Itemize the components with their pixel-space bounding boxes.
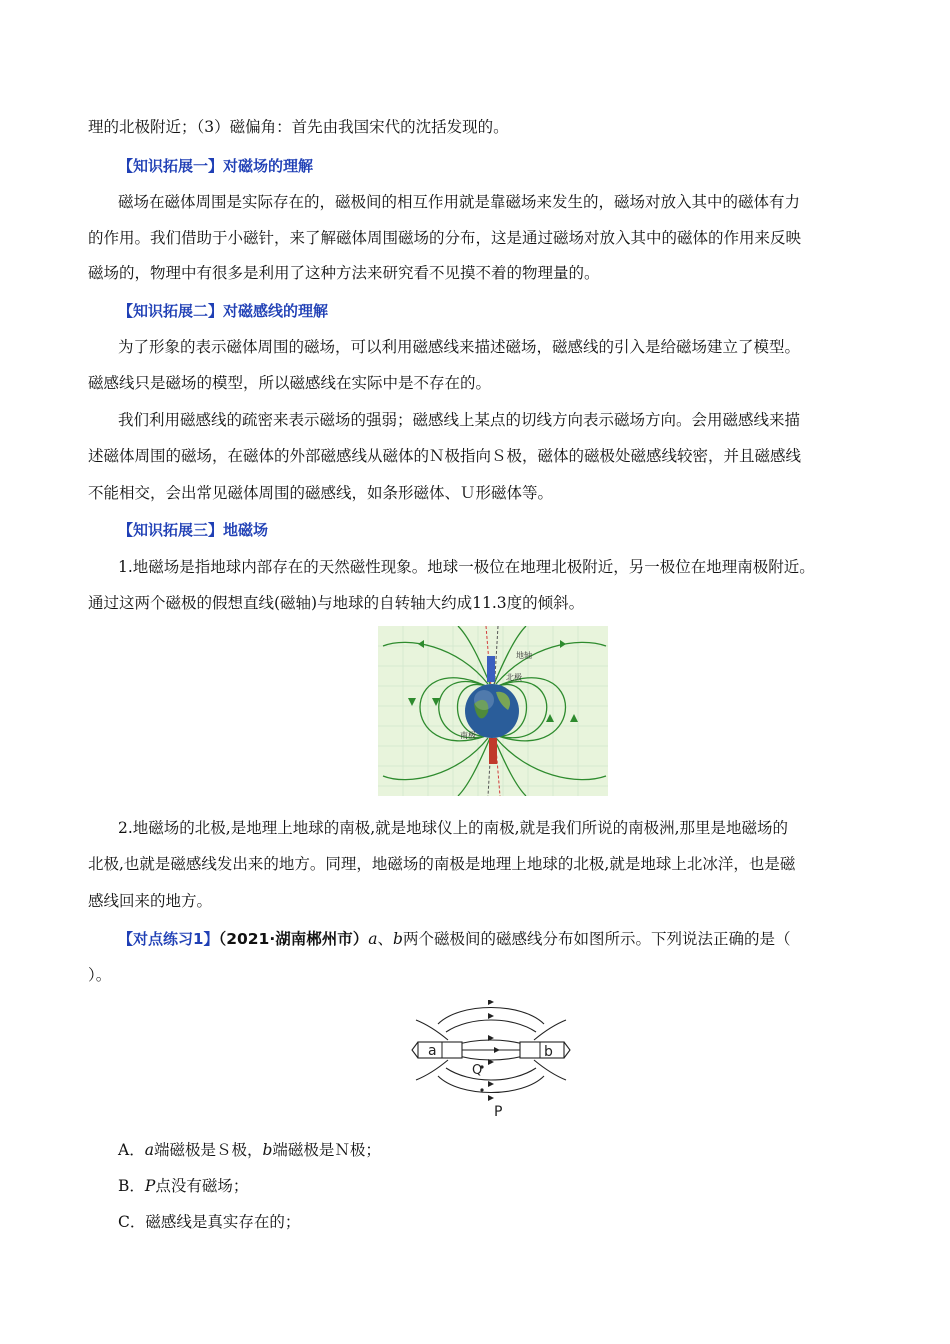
exercise-separator: 、	[377, 930, 393, 948]
magnet-b-label: b	[544, 1044, 553, 1060]
option-a-var-b: b	[262, 1141, 273, 1159]
text-line: 理的北极附近；（3）磁偏角：首先由我国宋代的沈括发现的。	[88, 118, 509, 136]
section-heading-1: 【知识拓展一】对磁场的理解	[118, 157, 314, 175]
text-line: 的作用。我们借助于小磁针，来了解磁体周围磁场的分布，这是通过磁场对放入其中的磁体的作用来反映	[88, 229, 802, 247]
section-heading-3: 【知识拓展三】地磁场	[118, 521, 269, 539]
svg-text:南极: 南极	[460, 731, 476, 740]
option-b	[118, 1176, 898, 1196]
text-line: 北极,也就是磁感线发出来的地方。同理，地磁场的南极是地理上地球的北极,就是地球上北冰洋，也是磁	[88, 855, 796, 873]
earth-magnetic-field-figure	[378, 626, 608, 796]
exercise-text: 两个磁极间的磁感线分布如图所示。下列说法正确的是（	[402, 930, 791, 948]
option-b-text: 点没有磁场；	[155, 1177, 249, 1195]
text-line: 1.地磁场是指地球内部存在的天然磁性现象。地球一极位在地理北极附近，另一极位在地理南极附近。	[118, 558, 815, 576]
option-b-var-p: P	[144, 1177, 156, 1195]
option-b-letter: B．	[118, 1177, 145, 1195]
option-a-letter: A．	[118, 1141, 145, 1159]
option-a-text-2: 端磁极是Ｎ极；	[272, 1141, 381, 1159]
section-heading-2: 【知识拓展二】对磁感线的理解	[118, 302, 329, 320]
text-line: 磁感线只是磁场的模型，所以磁感线在实际中是不存在的。	[88, 374, 492, 392]
text-line: 我们利用磁感线的疏密来表示磁场的强弱；磁感线上某点的切线方向表示磁场方向。会用磁感线来描	[118, 411, 801, 429]
magnet-a-label: a	[428, 1043, 437, 1059]
exercise-var-b: b	[393, 930, 403, 948]
text-line: 磁场在磁体周围是实际存在的，磁极间的相互作用就是靠磁场来发生的，磁场对放入其中的磁体有力	[118, 193, 801, 211]
point-p-label: P	[494, 1104, 503, 1120]
text-line: ）。	[88, 966, 112, 984]
magnet-field-figure	[410, 1000, 572, 1122]
point-q-label: Q	[472, 1063, 483, 1078]
text-line: 述磁体周围的磁场，在磁体的外部磁感线从磁体的Ｎ极指向Ｓ极，磁体的磁极处磁感线较密，并且磁感线	[88, 447, 802, 465]
text-line: 磁场的，物理中有很多是利用了这种方法来研究看不见摸不着的物理量的。	[88, 264, 600, 282]
text-line: 为了形象的表示磁体周围的磁场，可以利用磁感线来描述磁场，磁感线的引入是给磁场建立了模型。	[118, 338, 801, 356]
exercise-var-a: a	[368, 930, 378, 948]
option-a-var-a: a	[144, 1141, 154, 1159]
text-line: 2.地磁场的北极,是地理上地球的南极,就是地球仪上的南极,就是我们所说的南极洲,那里是地磁场的	[118, 819, 788, 837]
option-c: C．磁感线是真实存在的；	[118, 1213, 301, 1231]
text-line: 通过这两个磁极的假想直线(磁轴)与地球的自转轴大约成11.3度的倾斜。	[88, 594, 585, 612]
svg-text:地轴: 地轴	[516, 651, 532, 660]
svg-text:北极: 北极	[506, 673, 522, 682]
exercise-question	[118, 929, 898, 949]
text-line: 感线回来的地方。	[88, 892, 213, 910]
option-a	[118, 1140, 898, 1160]
text-line: 不能相交，会出常见磁体周围的磁感线，如条形磁体、Ｕ形磁体等。	[88, 484, 554, 502]
exercise-source: （2021·湖南郴州市）	[218, 930, 369, 948]
option-a-text-1: 端磁极是Ｓ极，	[153, 1141, 263, 1159]
exercise-tag: 【对点练习1】	[118, 930, 219, 948]
